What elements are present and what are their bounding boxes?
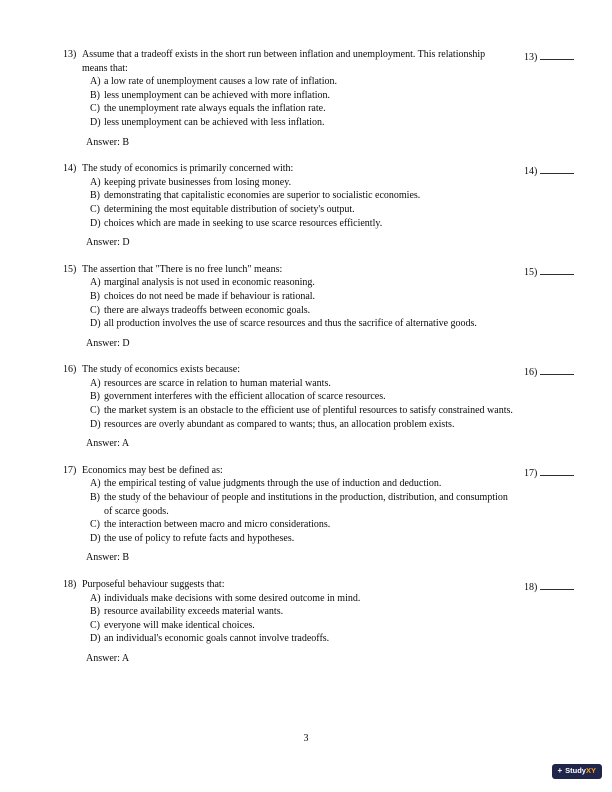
option-label: D) — [90, 418, 101, 430]
option-label: B) — [90, 492, 100, 504]
answer-blank-area — [513, 162, 574, 179]
option-text: an individual's economic goals cannot involve tradeoffs. — [104, 633, 330, 645]
answer-blank-line[interactable] — [540, 363, 574, 375]
answer-blank-area — [513, 48, 574, 65]
option-row — [90, 477, 513, 491]
answer-blank-area — [513, 464, 574, 481]
option-text: choices which are made in seeking to use scarce resources efficiently. — [104, 217, 383, 229]
question-block — [63, 464, 574, 565]
question-number: 17) — [63, 464, 77, 476]
page-number: 3 — [303, 733, 309, 745]
option-label: A) — [90, 592, 101, 604]
option-label: D) — [90, 318, 101, 330]
option-text: choices do not need be made if behaviour is rational. — [104, 290, 316, 302]
option-row — [90, 89, 513, 103]
option-row — [90, 532, 513, 546]
option-row — [90, 304, 513, 318]
option-text: resource availability exceeds material wants. — [104, 606, 284, 618]
option-label: D) — [90, 532, 101, 544]
answer-blank-area — [513, 263, 574, 280]
option-text: demonstrating that capitalistic economies are superior to socialistic economies. — [104, 190, 421, 202]
option-label: C) — [90, 304, 100, 316]
answer-blank-area — [513, 578, 574, 595]
options-list — [90, 75, 513, 129]
options-list — [90, 477, 513, 545]
option-text: the study of the behaviour of people and institutions in the production, distribution, and consumption of scarce goods. — [104, 492, 508, 517]
option-label: A) — [90, 176, 101, 188]
option-text: marginal analysis is not used in economic reasoning. — [104, 277, 315, 289]
answer-blank-line[interactable] — [540, 464, 574, 476]
option-label: A) — [90, 277, 101, 289]
option-row — [90, 102, 513, 116]
option-row — [90, 317, 513, 331]
answer-blank-line[interactable] — [540, 162, 574, 174]
question-stem: The study of economics is primarily concerned with: — [82, 163, 294, 175]
option-text: keeping private businesses from losing money. — [104, 176, 292, 188]
option-row — [90, 377, 513, 391]
option-label: D) — [90, 116, 101, 128]
question-number: 15) — [63, 263, 77, 275]
question-block — [63, 578, 574, 666]
option-label: B) — [90, 190, 100, 202]
options-list — [90, 377, 513, 431]
plus-icon: + — [557, 766, 563, 775]
option-row — [90, 491, 513, 518]
option-label: C) — [90, 619, 100, 631]
option-text: everyone will make identical choices. — [104, 619, 255, 631]
question-stem: The study of economics exists because: — [82, 364, 241, 376]
option-row — [90, 605, 513, 619]
question-stem: Economics may best be defined as: — [82, 464, 223, 476]
blank-question-number: 14) — [524, 166, 538, 178]
option-text: government interferes with the efficient allocation of scarce resources. — [104, 391, 386, 403]
option-row — [90, 518, 513, 532]
question-body — [82, 363, 513, 451]
option-row — [90, 217, 513, 231]
option-label: D) — [90, 633, 101, 645]
option-row — [90, 632, 513, 646]
option-text: all production involves the use of scarce resources and thus the sacrifice of alternative goods. — [104, 318, 477, 330]
answer-blank-line[interactable] — [540, 48, 574, 60]
option-row — [90, 203, 513, 217]
question-block — [63, 48, 574, 149]
option-text: a low rate of unemployment causes a low rate of inflation. — [104, 76, 337, 88]
option-row — [90, 592, 513, 606]
question-block — [63, 363, 574, 451]
studyxy-logo — [552, 764, 602, 779]
logo-study-text: Study — [565, 766, 586, 776]
option-label: D) — [90, 217, 101, 229]
option-row — [90, 176, 513, 190]
question-body — [82, 162, 513, 250]
option-text: less unemployment can be achieved with less inflation. — [104, 116, 325, 128]
option-row — [90, 75, 513, 89]
option-row — [90, 619, 513, 633]
question-body — [82, 263, 513, 351]
option-text: the market system is an obstacle to the efficient use of plentiful resources to satisfy constrained wants. — [104, 405, 513, 417]
option-text: less unemployment can be achieved with more inflation. — [104, 89, 331, 101]
option-text: resources are scarce in relation to human material wants. — [104, 377, 331, 389]
option-label: B) — [90, 606, 100, 618]
blank-question-number: 18) — [524, 582, 538, 593]
question-stem: Assume that a tradeoff exists in the short run between inflation and unemployment. This relationship means that: — [82, 49, 486, 74]
answer-text: Answer: B — [86, 552, 130, 564]
option-text: there are always tradeoffs between economic goals. — [104, 304, 311, 316]
option-row — [90, 290, 513, 304]
question-stem: Purposeful behaviour suggests that: — [82, 579, 225, 590]
question-body — [82, 578, 513, 666]
question-number: 18) — [63, 579, 77, 590]
option-label: C) — [90, 203, 100, 215]
option-row — [90, 189, 513, 203]
answer-blank-area — [513, 363, 574, 380]
option-text: the use of policy to refute facts and hypotheses. — [104, 532, 295, 544]
question-number: 13) — [63, 49, 77, 60]
option-row — [90, 404, 513, 418]
option-row — [90, 116, 513, 130]
option-label: C) — [90, 103, 100, 115]
options-list — [90, 276, 513, 330]
blank-question-number: 13) — [524, 52, 538, 63]
question-body — [82, 48, 513, 149]
answer-text: Answer: D — [86, 337, 130, 349]
option-label: A) — [90, 377, 101, 389]
option-row — [90, 390, 513, 404]
question-body — [82, 464, 513, 565]
answer-blank-line[interactable] — [540, 263, 574, 275]
question-block — [63, 162, 574, 250]
option-label: C) — [90, 519, 100, 531]
option-row — [90, 276, 513, 290]
option-text: the unemployment rate always equals the inflation rate. — [104, 103, 326, 115]
question-number: 14) — [63, 163, 77, 175]
blank-question-number: 16) — [524, 367, 538, 379]
option-text: determining the most equitable distribution of society's output. — [104, 203, 355, 215]
option-label: C) — [90, 405, 100, 417]
option-label: A) — [90, 76, 101, 88]
answer-text: Answer: A — [86, 652, 130, 664]
option-text: the empirical testing of value judgments through the use of induction and deduction. — [104, 478, 442, 490]
option-row — [90, 418, 513, 432]
logo-text — [565, 767, 596, 775]
answer-blank-line[interactable] — [540, 578, 574, 590]
question-block — [63, 263, 574, 351]
option-label: B) — [90, 290, 100, 302]
answer-text: Answer: A — [86, 438, 130, 450]
blank-question-number: 17) — [524, 467, 538, 479]
blank-question-number: 15) — [524, 266, 538, 278]
logo-xy-text: XY — [585, 766, 596, 776]
answer-text: Answer: D — [86, 237, 130, 249]
option-label: B) — [90, 391, 100, 403]
option-label: A) — [90, 478, 101, 490]
option-text: resources are overly abundant as compared to wants; thus, an allocation problem exists. — [104, 418, 455, 430]
options-list — [90, 592, 513, 646]
question-stem: The assertion that "There is no free lunch" means: — [82, 263, 283, 275]
option-label: B) — [90, 89, 100, 101]
options-list — [90, 176, 513, 230]
option-text: individuals make decisions with some desired outcome in mind. — [104, 592, 361, 604]
option-text: the interaction between macro and micro considerations. — [104, 519, 331, 531]
question-number: 16) — [63, 364, 77, 376]
questions-list — [63, 48, 574, 666]
answer-text: Answer: B — [86, 136, 130, 148]
